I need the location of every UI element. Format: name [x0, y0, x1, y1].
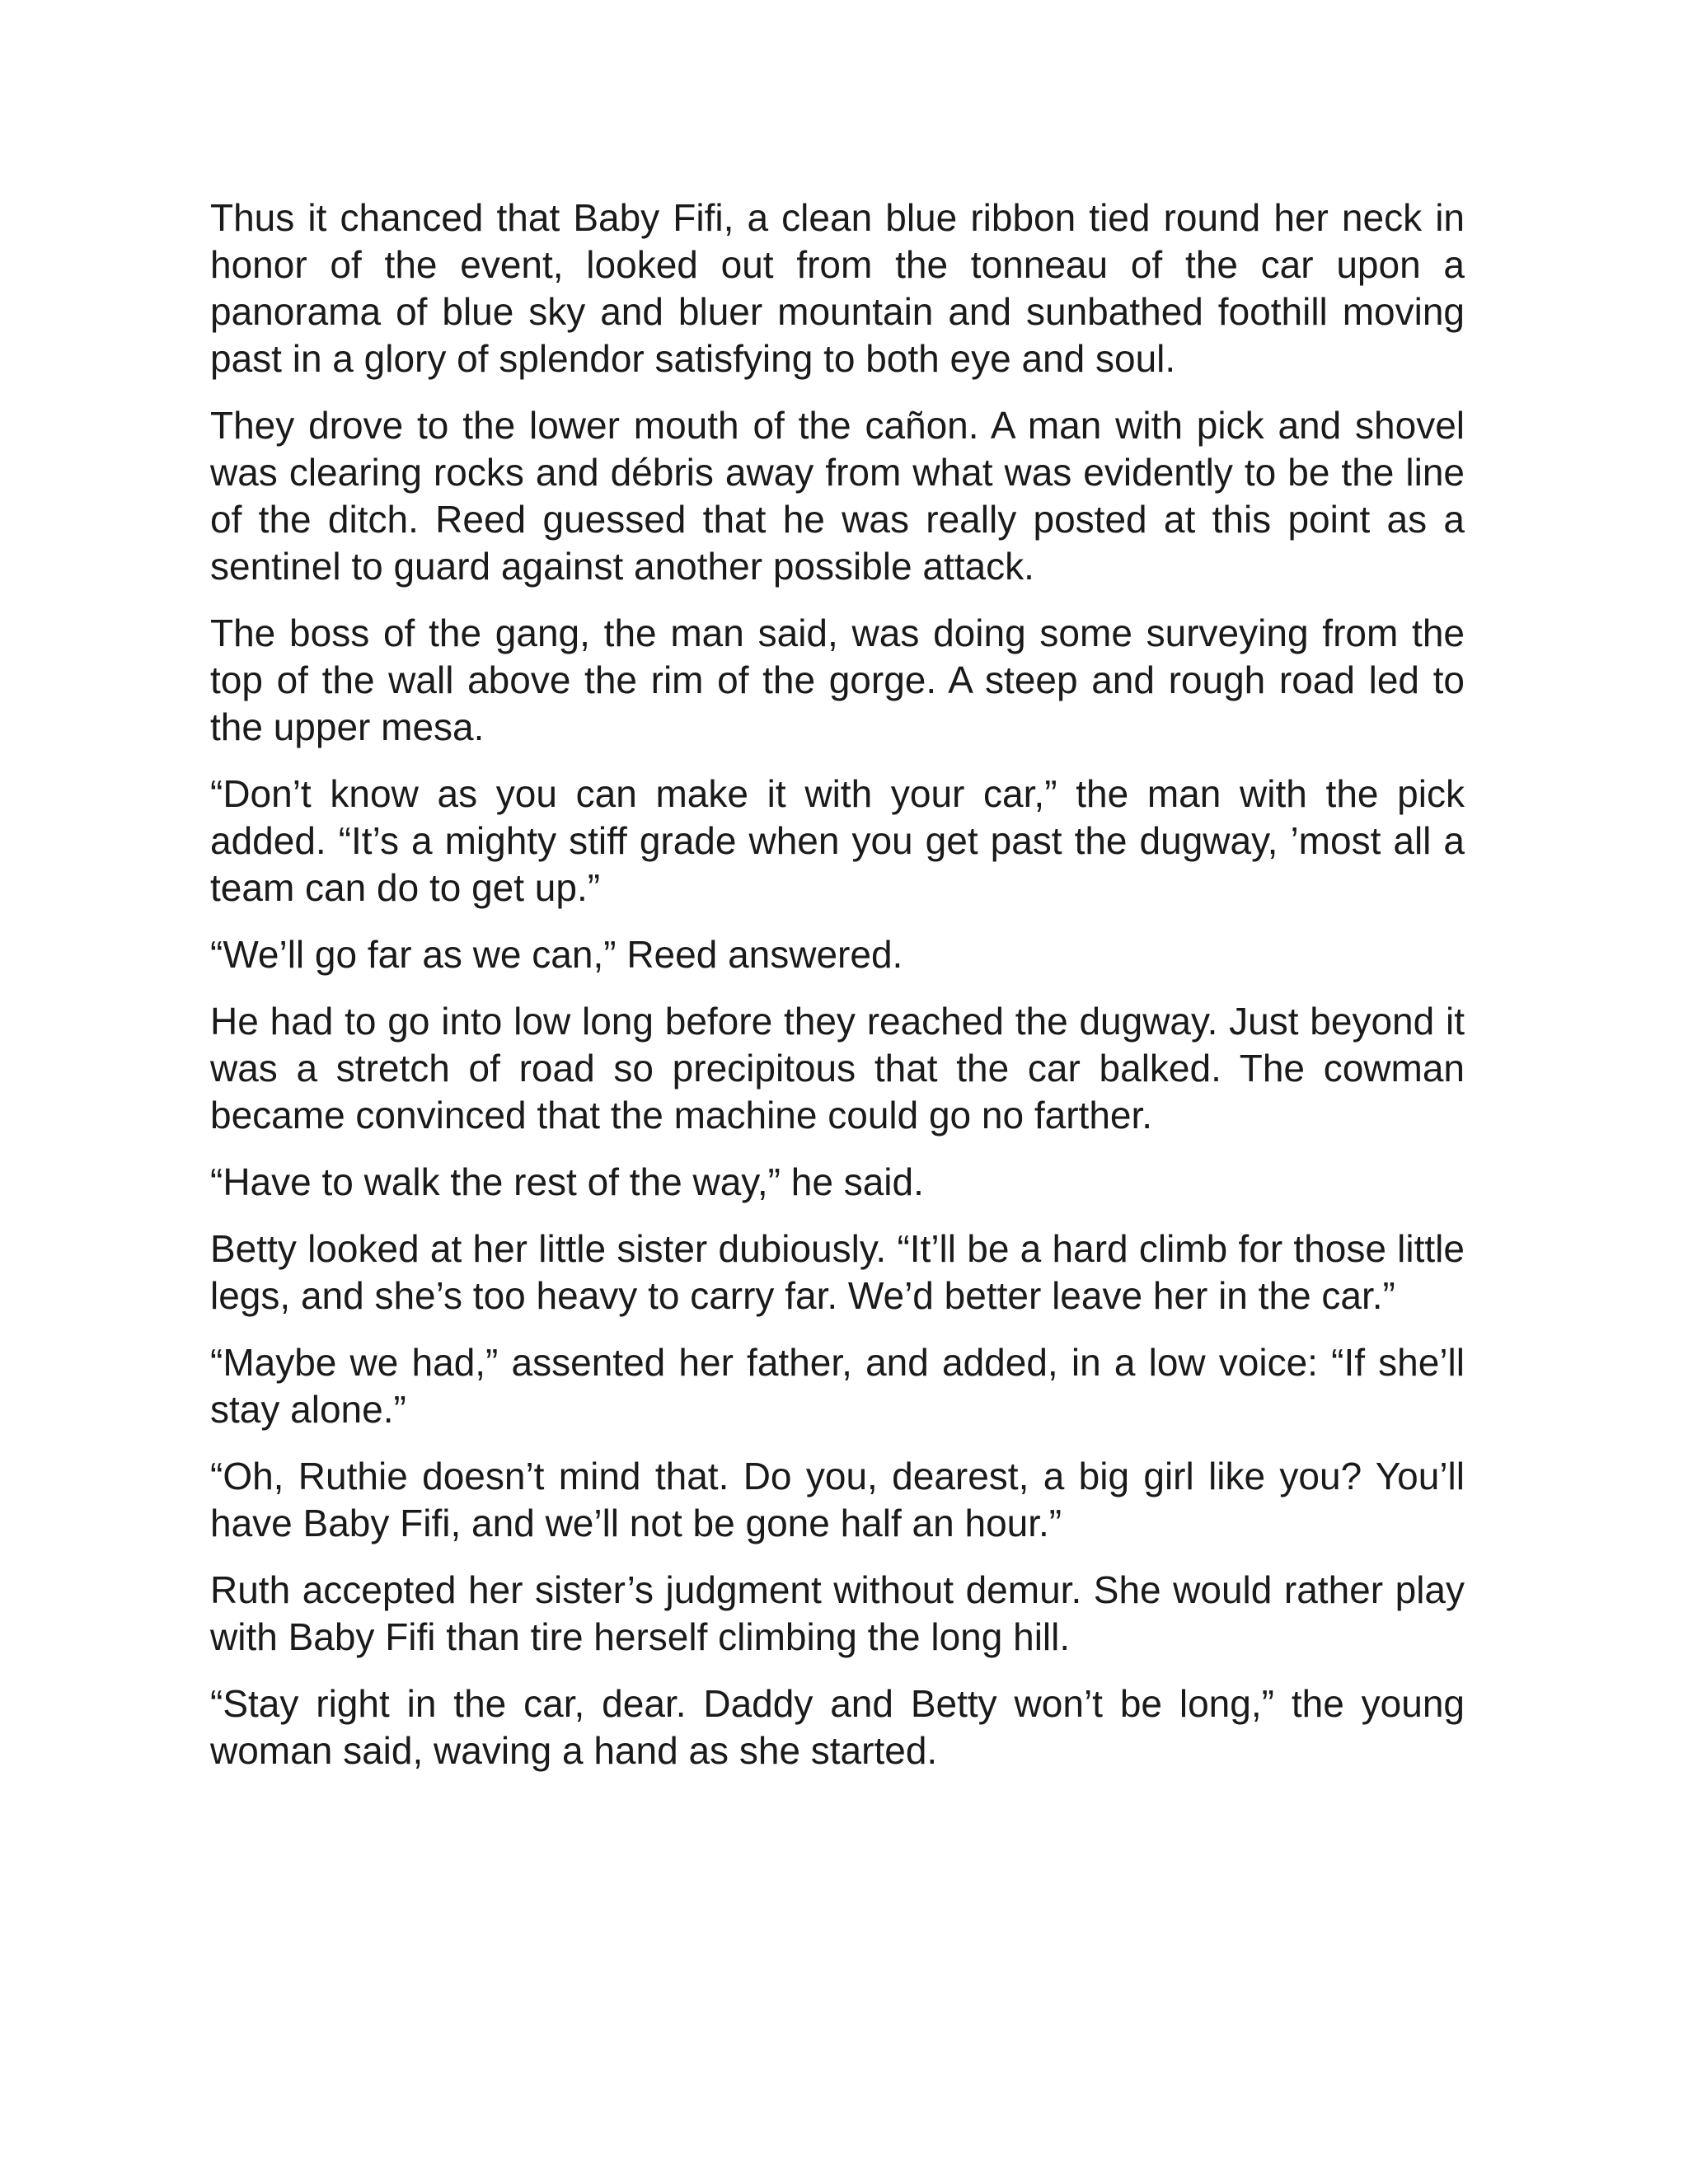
paragraph: “Don’t know as you can make it with your car,” the man with the pick added. “It’s a mighty stiff grade when you get past the dugway, ’most all a team can do to get up.”	[210, 772, 1465, 909]
paragraph: They drove to the lower mouth of the cañon. A man with pick and shovel was clearing rocks and débris away from what was evidently to be the line of the ditch. Reed guessed that he was really posted at this point as a sentinel to guard against another possible attack.	[210, 404, 1465, 588]
paragraph: “Oh, Ruthie doesn’t mind that. Do you, dearest, a big girl like you? You’ll have Baby Fifi, and we’ll not be gone half an hour.”	[210, 1455, 1465, 1544]
paragraph: “We’ll go far as we can,” Reed answered.	[210, 933, 903, 976]
paragraph: Ruth accepted her sister’s judgment without demur. She would rather play with Baby Fifi than tire herself climbing the long hill.	[210, 1568, 1465, 1658]
paragraph: Betty looked at her little sister dubiously. “It’ll be a hard climb for those little legs, and she’s too heavy to carry far. We’d better leave her in the car.”	[210, 1227, 1465, 1317]
paragraph: Thus it chanced that Baby Fifi, a clean blue ribbon tied round her neck in honor of the event, looked out from the tonneau of the car upon a panorama of blue sky and bluer mountain and sunbathed foothill moving past in a glory of splendor satisfying to both eye and soul.	[210, 196, 1465, 380]
paragraph: “Stay right in the car, dear. Daddy and Betty won’t be long,” the young woman said, waving a hand as she started.	[210, 1682, 1465, 1772]
paragraph: “Maybe we had,” assented her father, and added, in a low voice: “If she’ll stay alone.”	[210, 1341, 1465, 1431]
paragraph: The boss of the gang, the man said, was doing some surveying from the top of the wall above the rim of the gorge. A steep and rough road led to the upper mesa.	[210, 612, 1465, 748]
paragraph: “Have to walk the rest of the way,” he said.	[210, 1160, 924, 1203]
paragraph: He had to go into low long before they reached the dugway. Just beyond it was a stretch of road so precipitous that the car balked. The cowman became convinced that the machine could go no farther.	[210, 1000, 1465, 1137]
body-text	[210, 194, 1465, 1794]
